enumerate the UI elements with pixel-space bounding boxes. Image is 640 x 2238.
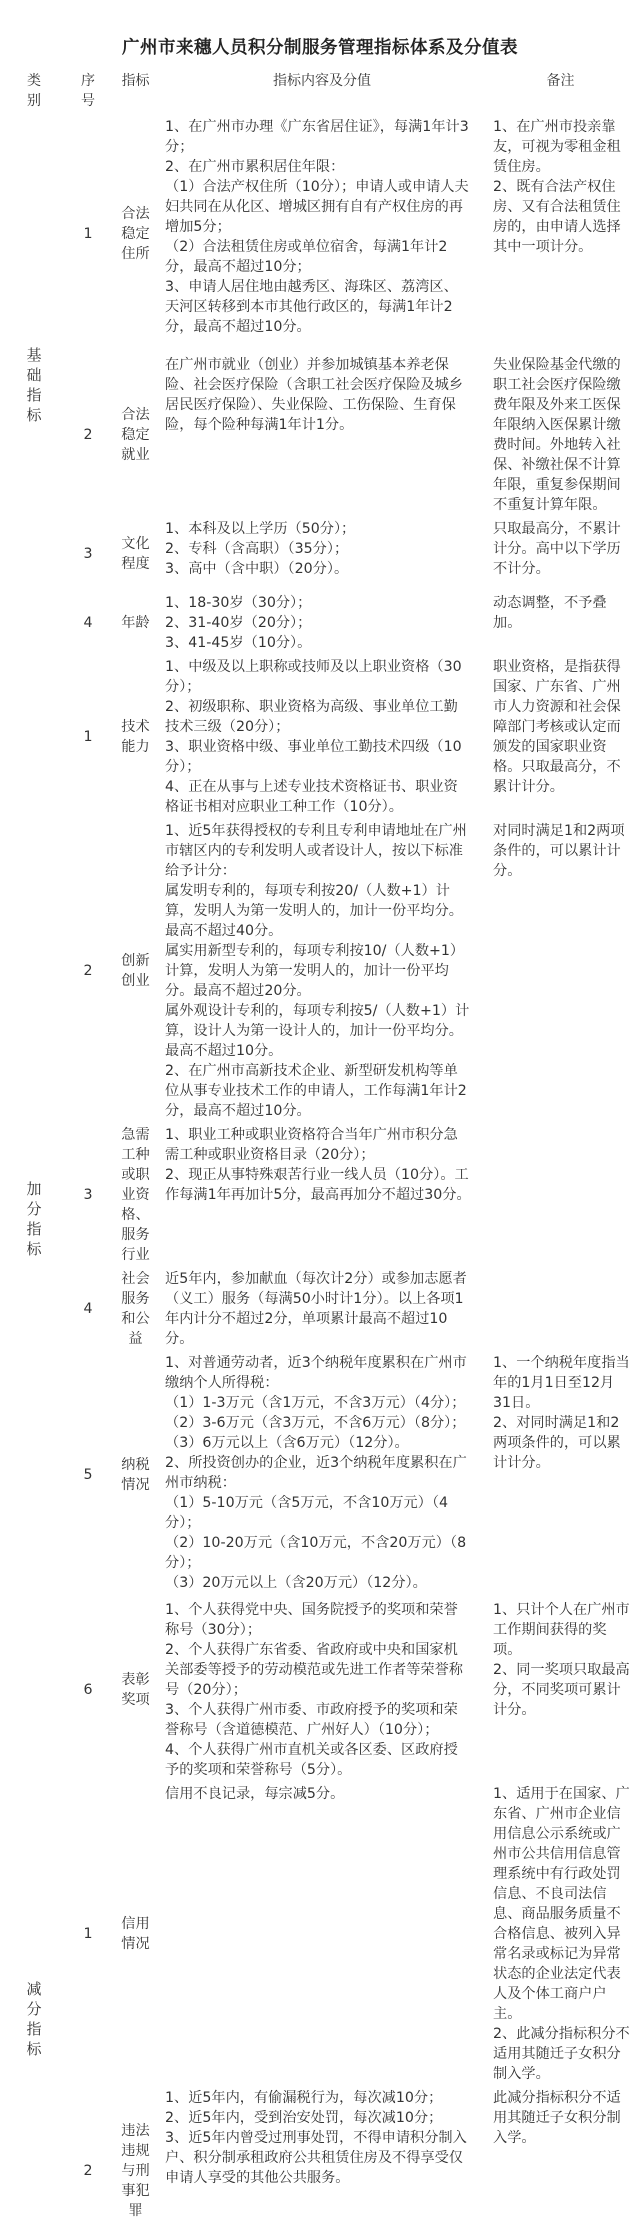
detail-line: 2、个人获得广东省委、省政府或中央和国家机关部委等授予的劳动模范或先进工作者等荣誉称号（20分）；: [165, 1642, 463, 1698]
table-row: [0, 517, 640, 591]
details-cell: [163, 1123, 481, 1267]
table-row: [0, 1782, 640, 2086]
indicator-cell: 信用 情况: [121, 1916, 150, 1952]
detail-line: （1）1-3万元（含1万元，不含3万元）（4分）；: [165, 1395, 466, 1411]
table-body: [0, 115, 640, 2238]
detail-line: 2、初级职称、职业资格为高级、事业单位工勤技术三级（20分）；: [165, 699, 458, 735]
detail-line: 1、中级及以上职称或技师及以上职业资格（30分）；: [165, 659, 462, 695]
remarks-cell: 1、在广州市投亲靠友，可视为零租金租赁住房。 2、既有合法产权住房、又有合法租赁住房的，由申请人选择其中一项计分。: [493, 119, 621, 255]
details-cell: [163, 819, 481, 1123]
remarks-cell: 1、适用于在国家、广东省、广州市企业信用信息公示系统或广州市公共信用信息管理系统中有行政处罚信息、不良司法信息、商品服务质量不合格信息、被列入异常名录或标记为异常状态的企业法定代表人及个体工商户户主。 2、此减分指标积分不适用其随迁子女积分制入学。: [493, 1786, 630, 2082]
seq-cell: 2: [83, 427, 93, 443]
detail-line: 2、所投资创办的企业，近3个纳税年度累积在广州市纳税：: [165, 1455, 467, 1491]
category-cell: 减 分 指 标: [26, 1980, 42, 2058]
detail-line: 3、职业资格中级、事业单位工勤技术四级（10分）；: [165, 739, 462, 775]
indicator-cell: 社会 服务 和公 益: [121, 1271, 150, 1347]
detail-line: （2）合法租赁住房或单位宿舍，每满1年计2分，最高不超过10分；: [165, 239, 448, 275]
table-header-row: [0, 67, 640, 115]
detail-line: 2、近5年内，受到治安处罚，每次减10分；: [165, 2110, 443, 2126]
category-cell: 加 分 指 标: [26, 1179, 42, 1258]
detail-line: 2、现正从事特殊艰苦行业一线人员（10分）。工作每满1年再加计5分，最高再加分不超过30分。: [165, 1167, 471, 1203]
indicator-cell: 表彰 奖项: [121, 1672, 150, 1708]
details-cell: [163, 115, 481, 353]
indicator-cell: 合法 稳定 住所: [121, 206, 150, 262]
detail-line: （1）合法产权住所（10分）；申请人或申请人夫妇共同在从化区、增城区拥有自有产权住房的再增加5分；: [165, 179, 469, 235]
indicator-cell: 技术 能力: [121, 719, 150, 755]
details-cell: [163, 1267, 481, 1351]
table-row: [0, 819, 640, 1123]
table-row: [0, 353, 640, 517]
indicator-cell: 创新 创业: [121, 953, 150, 989]
remarks-cell: 对同时满足1和2两项条件的，可以累计计分。: [493, 823, 625, 879]
header-remarks: 备注: [546, 73, 575, 89]
detail-line: 属发明专利的，每项专利按20/（人数+1）计算，发明人为第一发明人的，加计一份平均分。最高不超过40分。: [165, 883, 463, 939]
detail-line: 4、个人获得广州市直机关或各区委、区政府授予的奖项和荣誉称号（5分）。: [165, 1742, 458, 1778]
page-title: 广州市来穗人员积分制服务管理指标体系及分值表: [122, 38, 518, 58]
seq-cell: 2: [83, 2163, 93, 2179]
detail-line: （2）10-20万元（含10万元，不含20万元）（8分）；: [165, 1535, 467, 1571]
detail-line: 1、18-30岁（30分）；: [165, 595, 312, 611]
remarks-cell: 失业保险基金代缴的职工社会医疗保险缴费年限及外来工医保年限纳入医保累计缴费时间。外地转入社保、补缴社保不计算年限，重复参保期间不重复计算年限。: [493, 357, 621, 513]
detail-line: 3、41-45岁（10分）。: [165, 635, 312, 651]
header-category: 类 别: [27, 73, 41, 109]
remarks-cell: 只取最高分，不累计计分。高中以下学历不计分。: [493, 521, 621, 577]
indicator-cell: 急需 工种 或职 业资 格、 服务 行业: [121, 1127, 150, 1263]
detail-line: 1、本科及以上学历（50分）；: [165, 521, 356, 537]
remarks-cell: 动态调整，不予叠加。: [493, 595, 607, 631]
detail-line: 1、职业工种或职业资格符合当年广州市积分急需工种或职业资格目录（20分）；: [165, 1127, 458, 1163]
detail-line: （1）5-10万元（含5万元，不含10万元）（4分）；: [165, 1495, 449, 1531]
detail-line: 信用不良记录，每宗减5分。: [165, 1786, 345, 1802]
details-cell: [163, 655, 481, 819]
seq-cell: 3: [83, 1187, 93, 1203]
details-cell: [163, 1598, 481, 1782]
detail-line: 2、31-40岁（20分）；: [165, 615, 312, 631]
seq-cell: 1: [83, 1926, 93, 1942]
indicator-cell: 纳税 情况: [121, 1456, 150, 1493]
detail-line: 属外观设计专利的，每项专利按5/（人数+1）计算，设计人为第一设计人的，加计一份平均分。最高不超过10分。: [165, 1003, 470, 1059]
remarks-cell: 1、一个纳税年度指当年的1月1日至12月31日。 2、对同时满足1和2两项条件的，可以累计计分。: [493, 1355, 630, 1471]
seq-cell: 1: [83, 226, 93, 242]
table-row: [0, 2086, 640, 2238]
details-cell: [163, 1351, 481, 1598]
detail-line: 1、个人获得党中央、国务院授予的奖项和荣誉称号（30分）；: [165, 1602, 458, 1638]
seq-cell: 5: [83, 1466, 93, 1483]
detail-line: 2、在广州市累积居住年限：: [165, 159, 345, 175]
header-details: 指标内容及分值: [273, 73, 371, 89]
indicator-cell: 违法 违规 与刑 事犯 罪: [121, 2123, 150, 2219]
detail-line: 1、在广州市办理《广东省居住证》，每满1年计3分；: [165, 119, 469, 155]
detail-line: 属实用新型专利的，每项专利按10/（人数+1）计算，发明人为第一发明人的，加计一份平均分。最高不超过20分。: [165, 943, 465, 999]
remarks-cell: 此减分指标积分不适用其随迁子女积分制入学。: [493, 2090, 621, 2146]
seq-cell: 1: [83, 729, 93, 745]
detail-line: 3、个人获得广州市委、市政府授予的奖项和荣誉称号（含道德模范、广州好人）（10分）；: [165, 1702, 458, 1738]
indicator-cell: 年龄: [121, 615, 150, 631]
indicator-cell: 文化 程度: [121, 536, 150, 572]
details-cell: [163, 1782, 481, 2086]
indicator-table: [0, 67, 640, 2238]
indicator-cell: 合法 稳定 就业: [121, 407, 150, 463]
detail-line: 2、在广州市高新技术企业、新型研发机构等单位从事专业技术工作的申请人，工作每满1年计2分，最高不超过10分。: [165, 1063, 467, 1119]
detail-line: 在广州市就业（创业）并参加城镇基本养老保险、社会医疗保险（含职工社会医疗保险及城乡居民医疗保险）、失业保险、工伤保险、生育保险，每个险种每满1年计1分。: [165, 357, 463, 433]
table-row: [0, 1351, 640, 1598]
detail-line: 1、近5年内，有偷漏税行为，每次减10分；: [165, 2090, 443, 2106]
table-row: [0, 591, 640, 655]
detail-line: 2、专科（含高职）（35分）；: [165, 541, 349, 557]
seq-cell: 3: [83, 546, 93, 562]
detail-line: 4、正在从事与上述专业技术资格证书、职业资格证书相对应职业工种工作（10分）。: [165, 779, 458, 815]
detail-line: 3、近5年内曾受过刑事处罚，不得申请积分制入户、积分制承租政府公共租赁住房及不得享受仅申请人享受的其他公共服务。: [165, 2130, 467, 2186]
table-row: [0, 115, 640, 353]
table-row: [0, 1598, 640, 1782]
detail-line: 3、申请人居住地由越秀区、海珠区、荔湾区、天河区转移到本市其他行政区的，每满1年计2分，最高不超过10分。: [165, 279, 458, 335]
remarks-cell: 职业资格，是指获得国家、广东省、广州市人力资源和社会保障部门考核或认定而颁发的国家职业资格。只取最高分，不累计计分。: [493, 659, 621, 795]
detail-line: 1、近5年获得授权的专利且专利申请地址在广州市辖区内的专利发明人或者设计人，按以下标准给予计分：: [165, 823, 467, 879]
seq-cell: 2: [83, 963, 93, 979]
header-indicator: 指标: [121, 73, 150, 89]
seq-cell: 4: [83, 615, 93, 631]
detail-line: 3、高中（含中职）（20分）。: [165, 561, 349, 577]
details-cell: [163, 353, 481, 517]
details-cell: [163, 591, 481, 655]
header-seq: 序 号: [81, 73, 95, 109]
details-cell: [163, 517, 481, 591]
detail-line: 1、对普通劳动者，近3个纳税年度累积在广州市缴纳个人所得税：: [165, 1355, 467, 1391]
detail-line: （2）3-6万元（含3万元，不含6万元）（8分）；: [165, 1415, 466, 1431]
details-cell: [163, 2086, 481, 2238]
table-row: [0, 655, 640, 819]
detail-line: 近5年内，参加献血（每次计2分）或参加志愿者（义工）服务（每满50小时计1分）。以上各项1年内计分不超过2分，单项累计最高不超过10分。: [165, 1271, 467, 1347]
detail-line: （3）20万元以上（含20万元）（12分）。: [165, 1575, 427, 1591]
category-cell: 基 础 指 标: [26, 346, 42, 424]
detail-line: （3）6万元以上（含6万元）（12分）。: [165, 1435, 409, 1451]
seq-cell: 6: [83, 1682, 93, 1698]
remarks-cell: 1、只计个人在广州市工作期间获得的奖项。 2、同一奖项只取最高分，不同奖项可累计计分。: [493, 1602, 630, 1718]
seq-cell: 4: [83, 1301, 93, 1317]
